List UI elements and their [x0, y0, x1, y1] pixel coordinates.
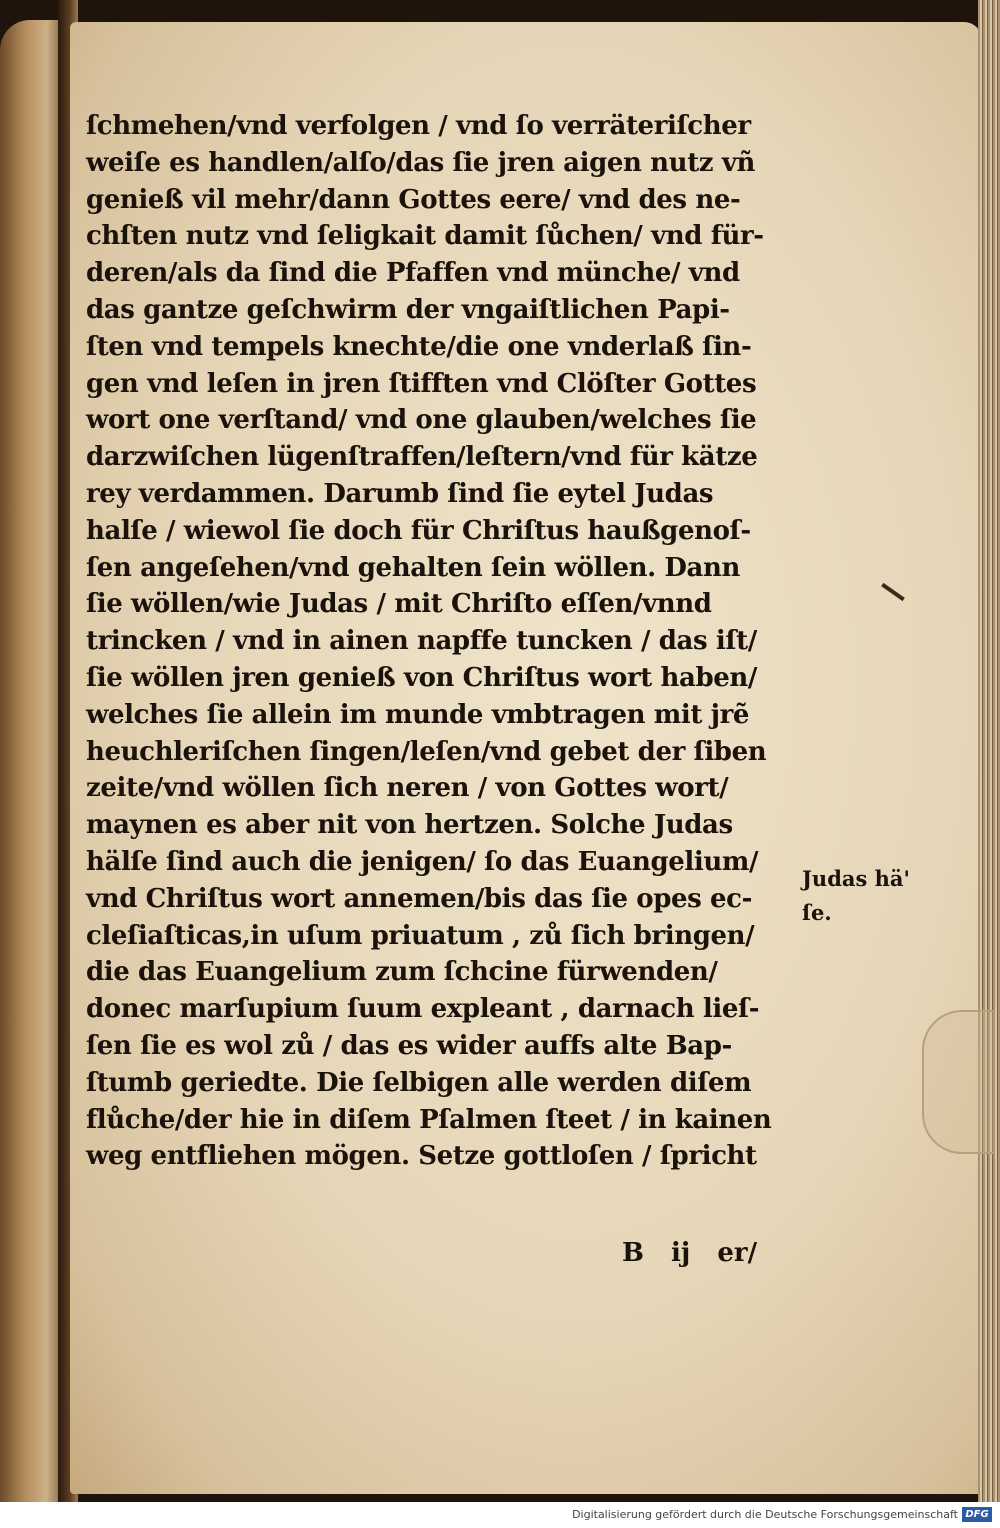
marginal-note: [802, 862, 942, 930]
text-line: rey verdammen. Darumb ſind ſie eytel Judas: [86, 478, 714, 509]
footer-bar: [0, 1502, 1000, 1528]
signature-mark: B ij er/: [622, 1238, 758, 1268]
text-line: vnd Chriſtus wort annemen/bis das ſie opes ec-: [86, 883, 752, 914]
text-line: ſten vnd tempels knechte/die one vnderlaß ſin-: [86, 331, 752, 362]
text-line: halſe / wiewol ſie doch für Chriſtus haußgenoſ-: [86, 515, 751, 546]
marginal-note-line: ſe.: [802, 900, 832, 925]
text-line: ſie wöllen jren genieß von Chriſtus wort haben/: [86, 662, 758, 693]
text-line: ſie wöllen/wie Judas / mit Chriſto eſſen/vnnd: [86, 589, 712, 620]
bookmark-tab-impression: [922, 1010, 994, 1154]
text-line: heuchleriſchen ſingen/leſen/vnd gebet der ſiben: [86, 736, 767, 767]
text-line: welches ſie allein im munde vmbtragen mit jrẽ: [86, 699, 750, 730]
text-line: trincken / vnd in ainen napffe tuncken / das iſt/: [86, 626, 757, 657]
text-line: ſen ſie es wol zů / das es wider auffs alte Bap-: [86, 1030, 732, 1061]
text-line: donec marſupium ſuum expleant , darnach lieſ-: [86, 994, 760, 1025]
text-line: die das Euangelium zum ſchcine fürwenden/: [86, 957, 718, 988]
marginal-note-line: Judas hä': [802, 866, 910, 891]
text-line: wort one verſtand/ vnd one glauben/welches ſie: [86, 405, 757, 436]
text-line: flůche/der hie in diſem Pſalmen ſteet / in kainen: [86, 1104, 772, 1135]
text-line: deren/als da ſind die Pfaffen vnd münche/ vnd: [86, 258, 740, 289]
text-line: zeite/vnd wöllen ſich neren / von Gottes wort/: [86, 773, 729, 804]
text-line: cleſiaſticas,in uſum priuatum , zů ſich bringen/: [86, 920, 755, 951]
body-text: [86, 108, 792, 1175]
text-line: ſchmehen/vnd verfolgen / vnd ſo verräteriſcher: [86, 111, 751, 141]
funding-credit: Digitalisierung gefördert durch die Deutsche Forschungsgemeinschaft: [572, 1508, 958, 1521]
text-line: weg entfliehen mögen. Setze gottloſen / ſpricht: [86, 1141, 757, 1172]
text-line: ſen angeſehen/vnd gehalten ſein wöllen. Dann: [86, 552, 741, 583]
text-line: weiſe es handlen/alſo/das ſie jren aigen nutz vñ: [86, 147, 756, 178]
text-line: chſten nutz vnd ſeligkait damit ſůchen/ vnd für-: [86, 221, 764, 252]
text-line: gen vnd leſen in jren ſtifften vnd Clöſter Gottes: [86, 368, 757, 399]
left-page-edge: [0, 20, 62, 1502]
text-line: darzwiſchen lügenſtraffen/leſtern/vnd für kätze: [86, 442, 758, 473]
text-line: hälſe ſind auch die jenigen/ ſo das Euangelium/: [86, 846, 759, 877]
page-edges: [978, 0, 1000, 1502]
text-line: maynen es aber nit von hertzen. Solche Judas: [86, 810, 733, 841]
text-line: ſtumb geriedte. Die ſelbigen alle werden diſem: [86, 1067, 752, 1098]
text-line: das gantze geſchwirm der vngaiſtlichen Papi-: [86, 294, 730, 325]
dfg-logo: DFG: [962, 1507, 992, 1522]
text-line: genieß vil mehr/dann Gottes eere/ vnd des ne-: [86, 184, 741, 215]
